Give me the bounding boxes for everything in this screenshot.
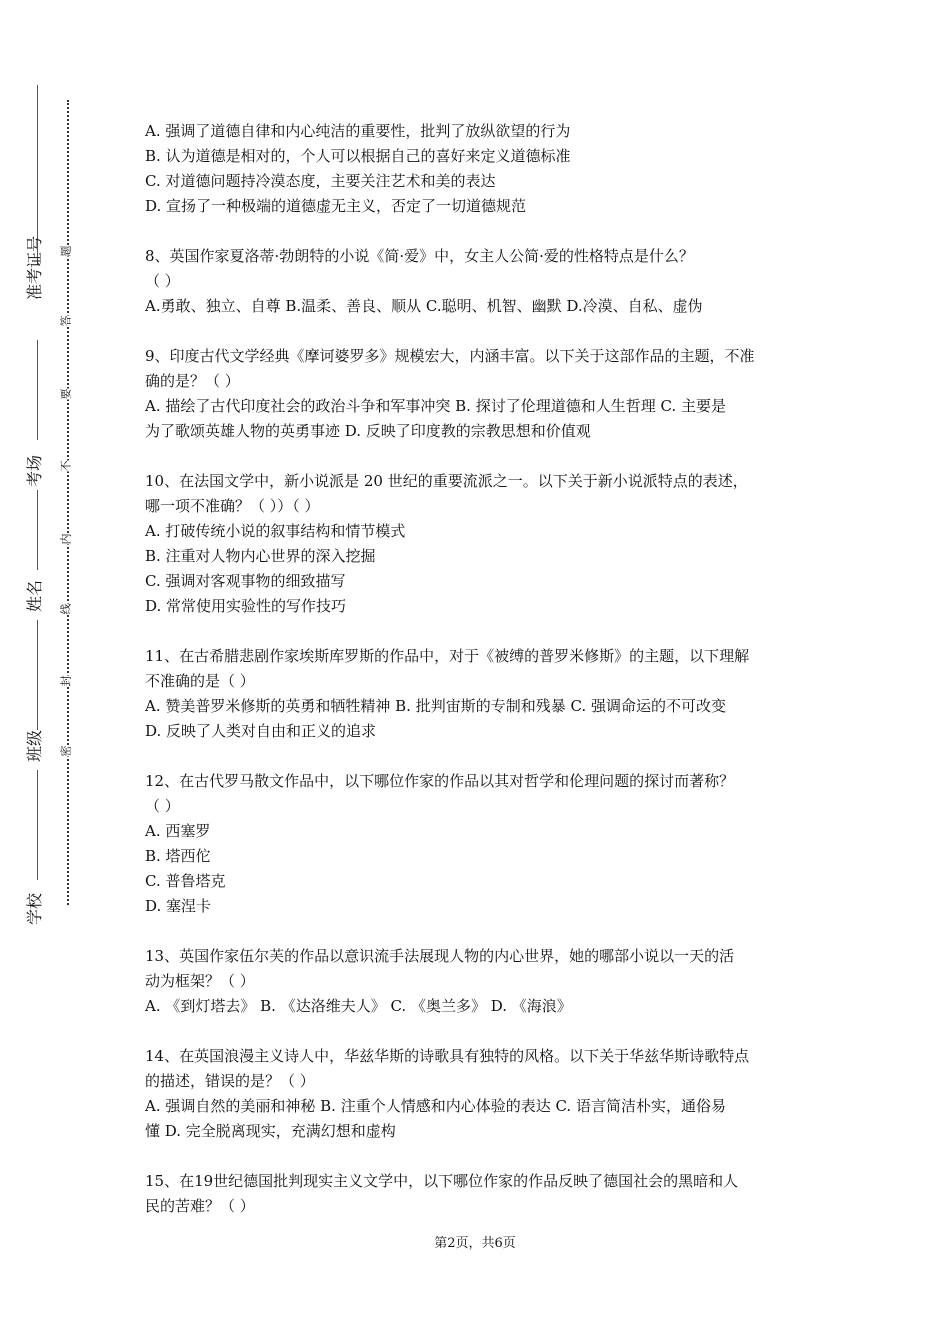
spacer [145,919,815,944]
seal-char: 不 [59,460,73,472]
seal-char: 要 [59,388,73,400]
class-label: 班级 [25,729,44,762]
text-line: A.勇敢、独立、自尊 B.温柔、善良、顺从 C.聪明、机智、幽默 D.冷漠、自私、虚伪 [145,297,703,315]
text-line: D. 常常使用实验性的写作技巧 [145,597,347,615]
page-footer: 第2页，共6页 [434,1236,516,1251]
text-line: A. 赞美普罗米修斯的英勇和牺牲精神 B. 批判宙斯的专制和残暴 C. 强调命运的不可改变 [145,697,726,715]
text-line: A. 西塞罗 [145,822,211,840]
spacer [145,319,815,344]
text-line: 9、印度古代文学经典《摩诃婆罗多》规模宏大，内涵丰富。以下关于这部作品的主题，不准 [145,347,755,365]
spacer [145,444,815,469]
text-line: 民的苦难？（ ） [145,1197,255,1215]
text-line: A. 强调了道德自律和内心纯洁的重要性，批判了放纵欲望的行为 [145,122,571,140]
seal-char: 题 [59,245,73,257]
text-line: 的描述，错误的是？（ ） [145,1072,315,1090]
text-line: 不准确的是（ ） [145,672,255,690]
text-line: 10、在法国文学中，新小说派是 20 世纪的重要流派之一。以下关于新小说派特点的表述， [145,472,748,490]
text-line: 15、在19世纪德国批判现实主义文学中，以下哪位作家的作品反映了德国社会的黑暗和人 [145,1172,739,1190]
seal-char: 封 [59,675,73,687]
name-label: 姓名 [25,579,44,612]
text-line: A. 打破传统小说的叙事结构和情节模式 [145,522,406,540]
text-line: B. 认为道德是相对的，个人可以根据自己的喜好来定义道德标准 [145,147,571,165]
questions-body [145,119,815,1219]
text-line: 8、英国作家夏洛蒂·勃朗特的小说《简·爱》中，女主人公简·爱的性格特点是什么？ [145,247,694,265]
exam-number-label: 准考证号 [25,235,44,300]
underline [37,340,38,440]
text-line: 11、在古希腊悲剧作家埃斯库罗斯的作品中，对于《被缚的普罗米修斯》的主题，以下理解 [145,647,750,665]
text-line: 14、在英国浪漫主义诗人中，华兹华斯的诗歌具有独特的风格。以下关于华兹华斯诗歌特点 [145,1047,750,1065]
underline [37,620,38,730]
seal-char: 内 [59,533,73,545]
seal-line [67,100,69,905]
text-line: 确的是？（ ） [145,372,240,390]
text-line: D. 宣扬了一种极端的道德虚无主义，否定了一切道德规范 [145,197,527,215]
text-line: （ ） [145,797,180,815]
text-line: A. 描绘了古代印度社会的政治斗争和军事冲突 B. 探讨了伦理道德和人生哲理 C. 主要是 [145,397,726,415]
text-line: 懂 D. 完全脱离现实，充满幻想和虚构 [145,1122,396,1140]
text-line: D. 塞涅卡 [145,897,212,915]
spacer [145,1144,815,1169]
text-line: 12、在古代罗马散文作品中，以下哪位作家的作品以其对哲学和伦理问题的探讨而著称？ [145,772,735,790]
spacer [145,744,815,769]
text-line: A. 《到灯塔去》 B. 《达洛维夫人》 C. 《奥兰多》 D. 《海浪》 [145,997,572,1015]
seal-char: 线 [59,603,73,615]
spacer [145,219,815,244]
seal-char: 答 [59,315,73,327]
text-line: 动为框架？（ ） [145,972,255,990]
text-line: B. 塔西佗 [145,847,211,865]
text-line: 为了歌颂英雄人物的英勇事迹 D. 反映了印度教的宗教思想和价值观 [145,422,591,440]
spacer [145,1019,815,1044]
text-line: 13、英国作家伍尔芙的作品以意识流手法展现人物的内心世界，她的哪部小说以一天的活 [145,947,735,965]
text-line: D. 反映了人类对自由和正义的追求 [145,722,377,740]
underline [37,490,38,570]
school-label: 学校 [25,892,44,925]
text-line: C. 强调对客观事物的细致描写 [145,572,346,590]
seal-char: 密 [59,745,73,757]
text-line: C. 对道德问题持冷漠态度，主要关注艺术和美的表达 [145,172,496,190]
text-line: （ ） [145,272,180,290]
exam-room-label: 考场 [25,454,44,487]
underline [37,770,38,880]
text-line: B. 注重对人物内心世界的深入挖掘 [145,547,376,565]
text-line: A. 强调自然的美丽和神秘 B. 注重个人情感和内心体验的表达 C. 语言简洁朴实，通俗易 [145,1097,726,1115]
spacer [145,619,815,644]
text-line: C. 普鲁塔克 [145,872,226,890]
text-line: 哪一项不准确？（ ））（ ） [145,497,320,515]
